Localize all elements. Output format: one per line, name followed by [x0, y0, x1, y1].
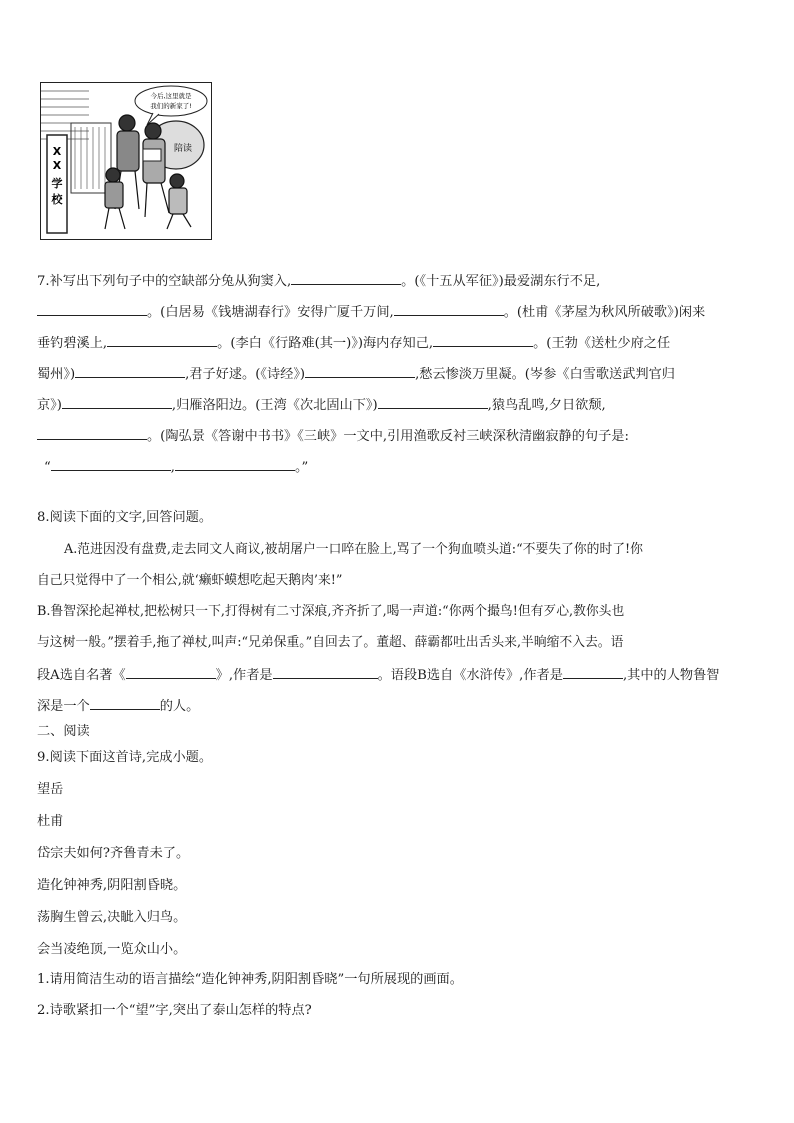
q7-line-5 — [37, 394, 606, 416]
q8-text: 深是一个 — [37, 699, 90, 714]
poem-line: 荡胸生曾云,决眦入归鸟。 — [37, 910, 187, 925]
q8-text: 。语段B选自《水浒传》,作者是 — [377, 668, 563, 683]
svg-text:X: X — [52, 159, 62, 172]
q8-line-6 — [37, 695, 199, 717]
q7-text: 。” — [294, 460, 309, 475]
poem-line: 会当凌绝顶,一览众山小。 — [37, 942, 187, 957]
poem-line: 岱宗夫如何?齐鲁青未了。 — [37, 846, 190, 861]
q7-line-6 — [37, 425, 629, 447]
poem-line: 造化钟神秀,阴阳割昏晓。 — [37, 878, 187, 893]
q8-text: 》,作者是 — [215, 668, 273, 683]
answer-blank[interactable] — [394, 301, 504, 316]
q7-text: 。(陶弘景《答谢中书书》《三峡》一文中,引用渔歌反衬三峡深秋清幽寂静的句子是: — [147, 429, 629, 444]
answer-blank[interactable] — [378, 394, 488, 409]
q8-title: 8.阅读下面的文字,回答问题。 — [37, 510, 213, 525]
q7-line-4 — [37, 363, 675, 385]
q8-text: 段A选自名著《 — [37, 668, 126, 683]
answer-blank[interactable] — [37, 301, 147, 316]
q7-text: 补写出下列句子中的空缺部分兔从狗窦入, — [49, 274, 292, 289]
q7-text: ,归雁洛阳边。(王湾《次北固山下》) — [171, 398, 378, 413]
section-heading: 二、阅读 — [37, 724, 90, 739]
q7-text: “ — [44, 460, 51, 475]
answer-blank[interactable] — [37, 425, 147, 440]
q8-passage-b-line-1: B.鲁智深抡起禅杖,把松树只一下,打得树有二寸深痕,齐齐折了,喝一声道:“你两个撮鸟!但有歹心,教你头也 — [37, 604, 625, 619]
svg-text:陪读: 陪读 — [173, 144, 193, 154]
q7-text: ,愁云惨淡万里凝。(岑参《白雪歌送武判官归 — [415, 367, 675, 382]
svg-text:今后,这里就是: 今后,这里就是 — [150, 92, 192, 100]
answer-blank[interactable] — [305, 363, 415, 378]
poem-author: 杜甫 — [37, 814, 64, 829]
svg-text:X: X — [52, 145, 62, 158]
q8-line-5 — [37, 664, 719, 686]
answer-blank[interactable] — [51, 456, 171, 471]
q9-title: 9.阅读下面这首诗,完成小题。 — [37, 750, 213, 765]
answer-blank[interactable] — [433, 332, 533, 347]
q8-text: ,其中的人物鲁智 — [622, 668, 720, 683]
answer-blank[interactable] — [62, 394, 172, 409]
q7-number: 7. — [37, 274, 50, 289]
q7-line-7 — [44, 456, 308, 478]
q7-text: 垂钓碧溪上, — [37, 336, 108, 351]
answer-blank[interactable] — [273, 664, 378, 679]
q8-text: 的人。 — [159, 699, 200, 714]
answer-blank[interactable] — [126, 664, 216, 679]
q7-text: , — [170, 460, 175, 475]
answer-blank[interactable] — [563, 664, 623, 679]
q7-text: 。(李白《行路难(其一)》)海内存知己, — [217, 336, 434, 351]
svg-text:校: 校 — [51, 193, 63, 206]
q7-text: 京》) — [37, 398, 62, 413]
q7-text: 蜀州》) — [37, 367, 76, 382]
q7-text: 。(王勃《送杜少府之任 — [533, 336, 671, 351]
q7-text: ,君子好逑。(《诗经》) — [185, 367, 306, 382]
poem-title: 望岳 — [37, 782, 64, 797]
q9-subquestion-2: 2.诗歌紧扣一个“望”字,突出了泰山怎样的特点? — [37, 1003, 312, 1018]
q7-line-2 — [37, 301, 705, 323]
q7-text: ,猿鸟乱鸣,夕日欲颓, — [487, 398, 606, 413]
answer-blank[interactable] — [90, 695, 160, 710]
answer-blank[interactable] — [175, 456, 295, 471]
cartoon-illustration — [40, 82, 212, 240]
q7-line-3 — [37, 332, 670, 354]
svg-text:学: 学 — [51, 177, 63, 190]
answer-blank[interactable] — [75, 363, 185, 378]
q8-passage-b-line-2: 与这树一般。”摆着手,拖了禅杖,叫声:“兄弟保重。”自回去了。董超、薛霸都吐出舌头来,半晌缩不入去。语 — [37, 635, 624, 650]
q7-text: 。(《十五从军征》)最爱湖东行不足, — [401, 274, 601, 289]
answer-blank[interactable] — [107, 332, 217, 347]
q8-passage-a-line-1: A.范进因没有盘费,走去同文人商议,被胡屠户一口啐在脸上,骂了一个狗血喷头道:“不要失了你的时了!你 — [64, 542, 643, 557]
answer-blank[interactable] — [291, 270, 401, 285]
q8-passage-a-line-2: 自己只觉得中了一个相公,就‘癞虾蟆想吃起天鹅肉’来!” — [37, 573, 343, 588]
q9-subquestion-1: 1.请用简洁生动的语言描绘“造化钟神秀,阴阳割昏晓”一句所展现的画面。 — [37, 972, 463, 987]
svg-text:我们的新家了!: 我们的新家了! — [150, 102, 192, 110]
q7-line-1 — [37, 270, 600, 292]
q7-text: 。(白居易《钱塘湖春行》安得广厦千万间, — [147, 305, 394, 320]
q7-text: 。(杜甫《茅屋为秋风所破歌》)闲来 — [503, 305, 706, 320]
cartoon-drawing — [41, 83, 211, 239]
